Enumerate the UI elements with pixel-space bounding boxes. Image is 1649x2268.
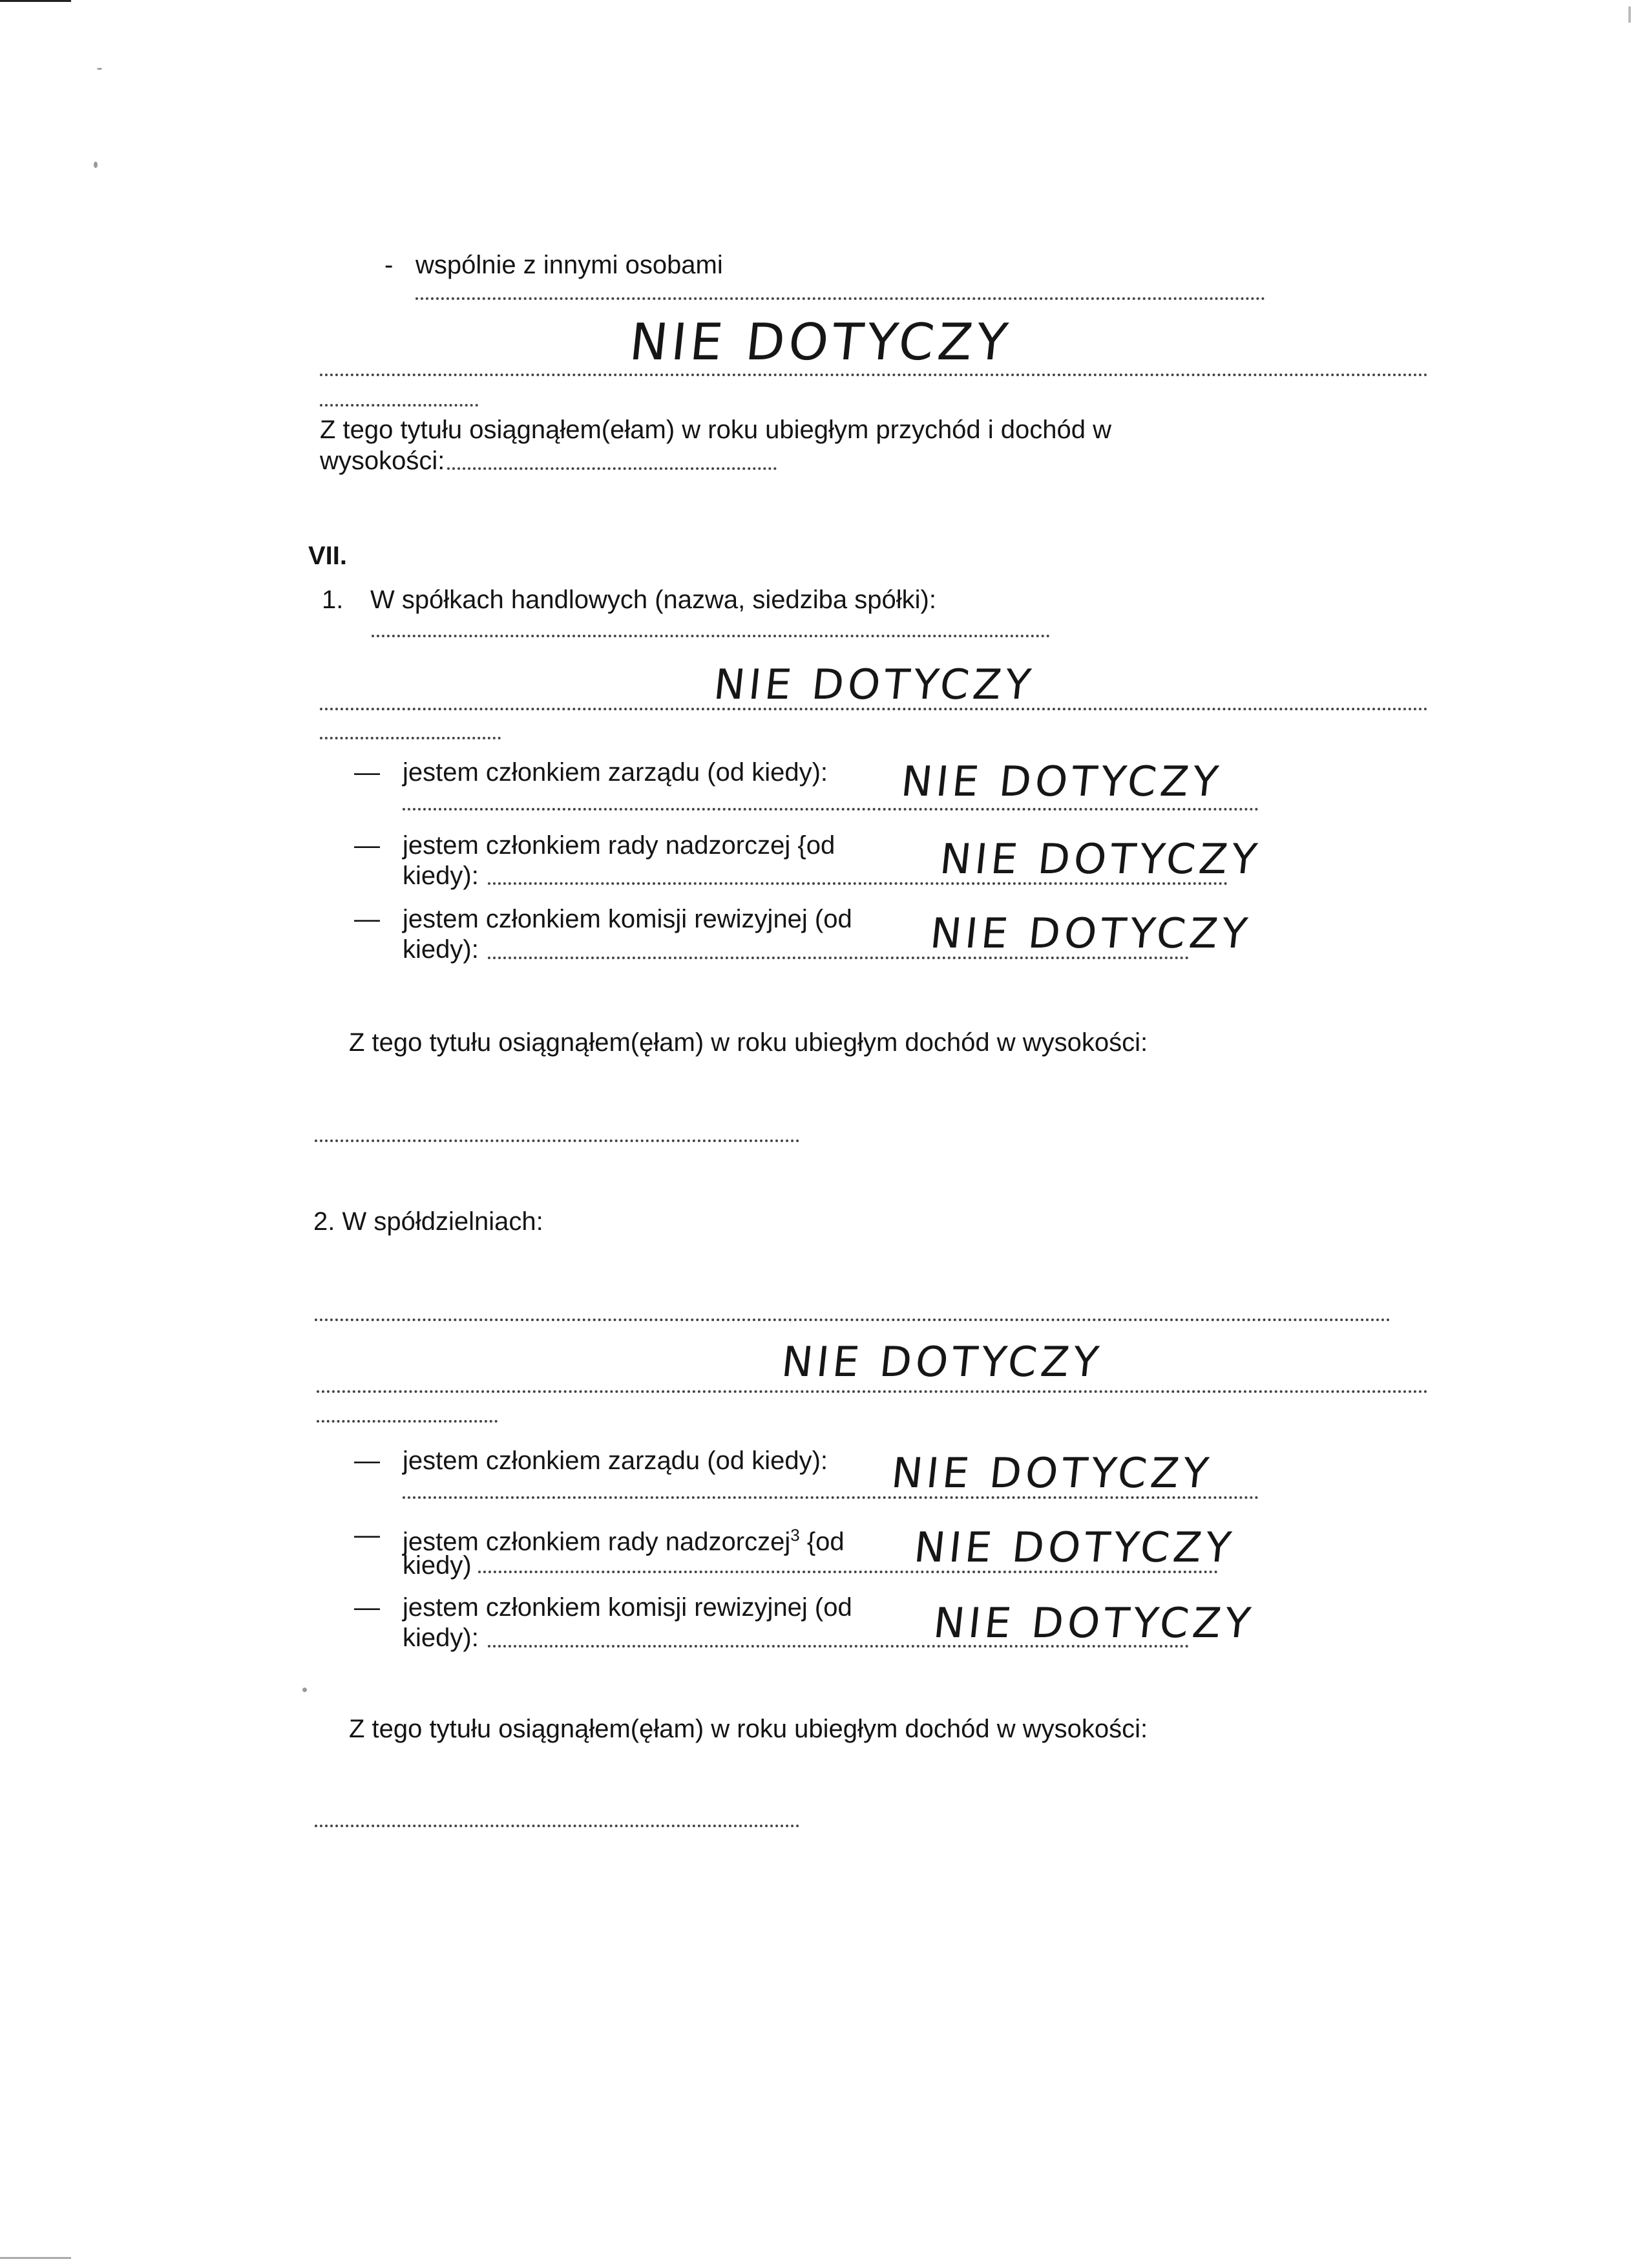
scan-speck <box>94 162 98 168</box>
answer-dotted-line <box>415 297 1265 300</box>
handwritten-answer: NIE DOTYCZY <box>889 1450 1215 1498</box>
income-dotted-line <box>447 467 777 470</box>
answer-dotted-line <box>320 737 501 739</box>
supervisory-board-label-tail: {od <box>799 1527 845 1556</box>
dash: — <box>354 831 380 860</box>
income-dotted-line <box>315 1825 799 1827</box>
income-statement: Z tego tytułu osiągnąłem(ęłam) w roku ubiegłym dochód w wysokości: <box>349 1715 1148 1743</box>
commercial-companies-label: W spółkach handlowych (nazwa, siedziba spółki): <box>370 586 936 614</box>
dash: — <box>354 1447 380 1475</box>
handwritten-answer: NIE DOTYCZY <box>928 910 1254 958</box>
audit-committee-label: jestem członkiem komisji rewizyjnej (od <box>403 1593 852 1622</box>
dash: — <box>354 1593 380 1622</box>
answer-dotted-line <box>320 374 1428 376</box>
answer-dotted-line <box>403 808 1259 811</box>
supervisory-board-label-text: jestem członkiem rady nadzorczej <box>403 1527 791 1556</box>
scan-edge-bottom-left <box>0 2257 71 2259</box>
bullet-dash: - <box>384 251 394 279</box>
scan-edge-top-left <box>0 0 71 2</box>
answer-dotted-line <box>317 1390 1428 1393</box>
joint-ownership-label: wspólnie z innymi osobami <box>415 251 723 279</box>
supervisory-board-label-cont: kiedy): <box>403 862 479 890</box>
dash: — <box>354 905 380 933</box>
answer-dotted-line <box>320 708 1428 710</box>
supervisory-board-label-cont: kiedy) <box>403 1551 472 1580</box>
scan-speck <box>97 68 102 70</box>
handwritten-answer: NIE DOTYCZY <box>627 313 1014 372</box>
handwritten-answer: NIE DOTYCZY <box>912 1524 1237 1572</box>
scan-speck <box>302 1688 307 1692</box>
footnote-marker: 3 <box>790 1525 800 1545</box>
audit-committee-label-cont: kiedy): <box>403 1624 479 1652</box>
handwritten-answer: NIE DOTYCZY <box>711 661 1037 709</box>
answer-dotted-line <box>317 1420 498 1423</box>
income-statement: Z tego tytułu osiągnąłem(ęłam) w roku ubiegłym dochód w wysokości: <box>349 1028 1148 1057</box>
audit-committee-label-cont: kiedy): <box>403 935 479 964</box>
management-board-label: jestem członkiem zarządu (od kiedy): <box>403 758 828 787</box>
handwritten-answer: NIE DOTYCZY <box>931 1600 1257 1648</box>
income-statement-line-1: Z tego tytułu osiągnąłem(ełam) w roku ubiegłym przychód i dochód w <box>320 416 1112 444</box>
cooperatives-label: 2. W spółdzielniach: <box>313 1207 543 1236</box>
management-board-label: jestem członkiem zarządu (od kiedy): <box>403 1447 828 1475</box>
dash: — <box>354 758 380 787</box>
audit-committee-label: jestem członkiem komisji rewizyjnej (od <box>403 905 852 933</box>
scan-speck <box>1628 6 1631 23</box>
answer-dotted-line <box>315 1319 1391 1321</box>
section-heading: VII. <box>308 542 348 570</box>
answer-dotted-line <box>372 635 1050 637</box>
item-number: 1. <box>322 586 344 614</box>
income-dotted-line <box>315 1139 799 1142</box>
answer-dotted-line <box>320 404 478 407</box>
handwritten-answer: NIE DOTYCZY <box>938 836 1263 884</box>
dash: — <box>354 1521 380 1549</box>
handwritten-answer: NIE DOTYCZY <box>899 758 1224 806</box>
supervisory-board-label: jestem członkiem rady nadzorczej {od <box>403 831 835 860</box>
handwritten-answer: NIE DOTYCZY <box>779 1339 1105 1386</box>
income-statement-line-2: wysokości: <box>320 447 445 475</box>
